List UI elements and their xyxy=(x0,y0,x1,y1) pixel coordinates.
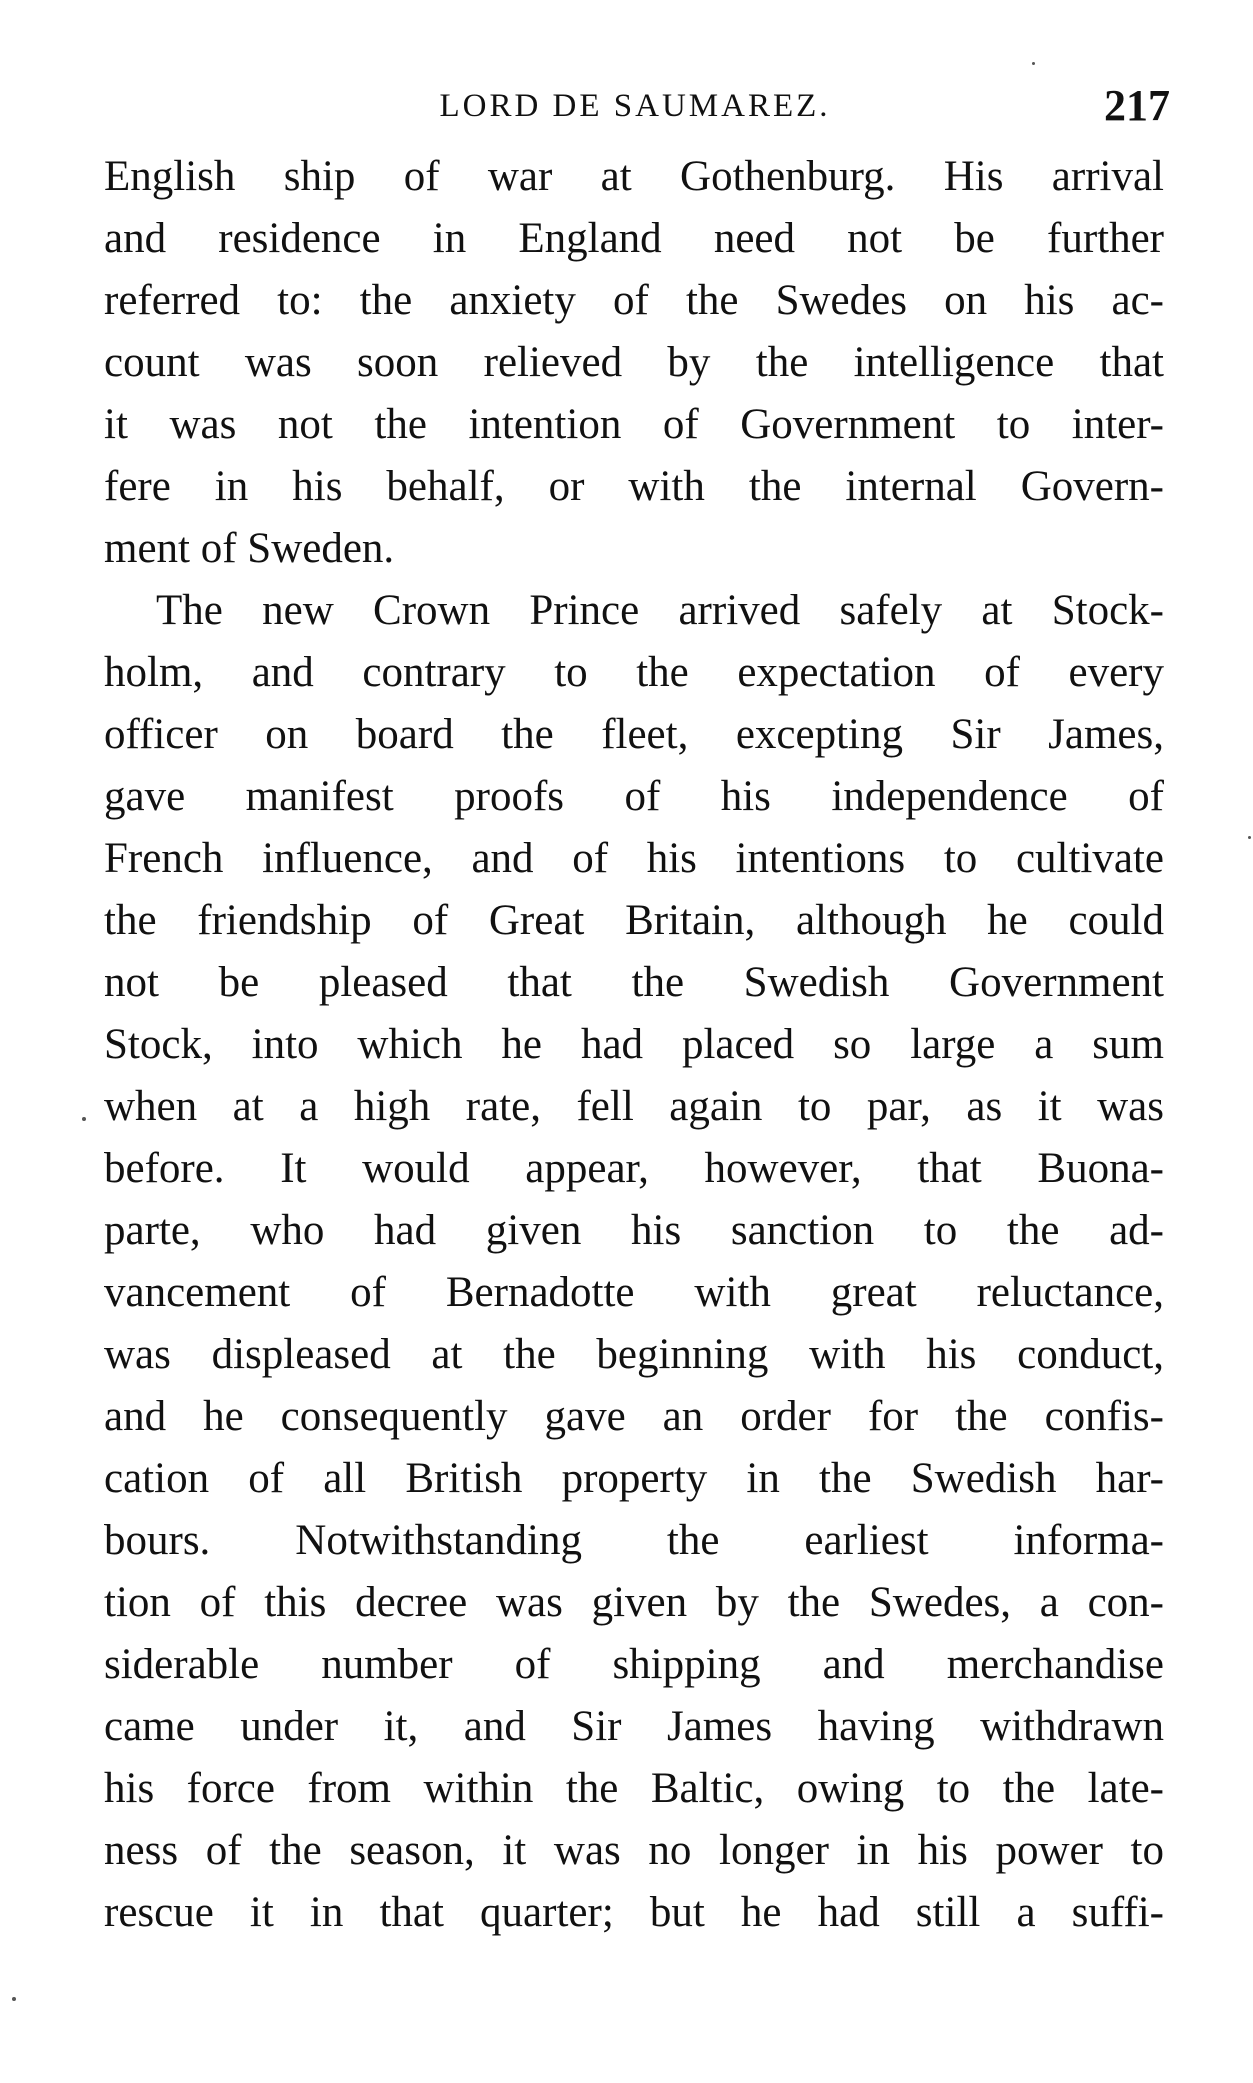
text-line: and residence in England need not be further xyxy=(104,215,1164,262)
text-line: the friendship of Great Britain, although he could xyxy=(104,897,1164,944)
text-line: Stock, into which he had placed so large a sum xyxy=(104,1021,1164,1068)
text-line: French influence, and of his intentions to cultivate xyxy=(104,835,1164,882)
text-line: cation of all British property in the Swedish har- xyxy=(104,1455,1164,1502)
text-line: was displeased at the beginning with his conduct, xyxy=(104,1331,1164,1378)
running-title: LORD DE SAUMAREZ. xyxy=(439,88,831,124)
text-line: fere in his behalf, or with the internal Govern- xyxy=(104,463,1164,510)
text-line: it was not the intention of Government to inter- xyxy=(104,401,1164,448)
text-line: officer on board the fleet, excepting Sir James, xyxy=(104,711,1164,758)
page-number: 217 xyxy=(1104,81,1170,130)
text-line: bours. Notwithstanding the earliest informa- xyxy=(104,1517,1164,1564)
paper-speck xyxy=(12,1997,16,2001)
text-line: siderable number of shipping and merchandise xyxy=(104,1641,1164,1688)
paper-speck xyxy=(1248,836,1251,839)
text-line: English ship of war at Gothenburg. His arrival xyxy=(104,153,1164,200)
running-head xyxy=(100,80,1170,140)
text-line: came under it, and Sir James having withdrawn xyxy=(104,1703,1164,1750)
text-line: ment of Sweden. xyxy=(104,525,395,572)
text-line: before. It would appear, however, that Buona- xyxy=(104,1145,1164,1192)
paragraph-1 xyxy=(104,146,1164,580)
paper-speck xyxy=(82,1117,86,1121)
text-line: and he consequently gave an order for the confis- xyxy=(104,1393,1164,1440)
text-line: rescue it in that quarter; but he had still a suffi- xyxy=(104,1889,1164,1936)
text-line: parte, who had given his sanction to the ad- xyxy=(104,1207,1164,1254)
text-line: vancement of Bernadotte with great reluctance, xyxy=(104,1269,1164,1316)
text-line: referred to: the anxiety of the Swedes on his ac- xyxy=(104,277,1164,324)
text-line: his force from within the Baltic, owing to the late- xyxy=(104,1765,1164,1812)
text-line: tion of this decree was given by the Swedes, a con- xyxy=(104,1579,1164,1626)
paper-speck xyxy=(1032,62,1035,65)
text-line: count was soon relieved by the intelligence that xyxy=(104,339,1164,386)
body-text xyxy=(104,146,1164,1944)
text-line: ness of the season, it was no longer in his power to xyxy=(104,1827,1164,1874)
paragraph-2 xyxy=(104,580,1164,1944)
text-line: holm, and contrary to the expectation of every xyxy=(104,649,1164,696)
text-line: gave manifest proofs of his independence of xyxy=(104,773,1164,820)
text-line: when at a high rate, fell again to par, as it was xyxy=(104,1083,1164,1130)
text-line: not be pleased that the Swedish Government xyxy=(104,959,1164,1006)
text-line: The new Crown Prince arrived safely at Stock- xyxy=(156,587,1164,634)
